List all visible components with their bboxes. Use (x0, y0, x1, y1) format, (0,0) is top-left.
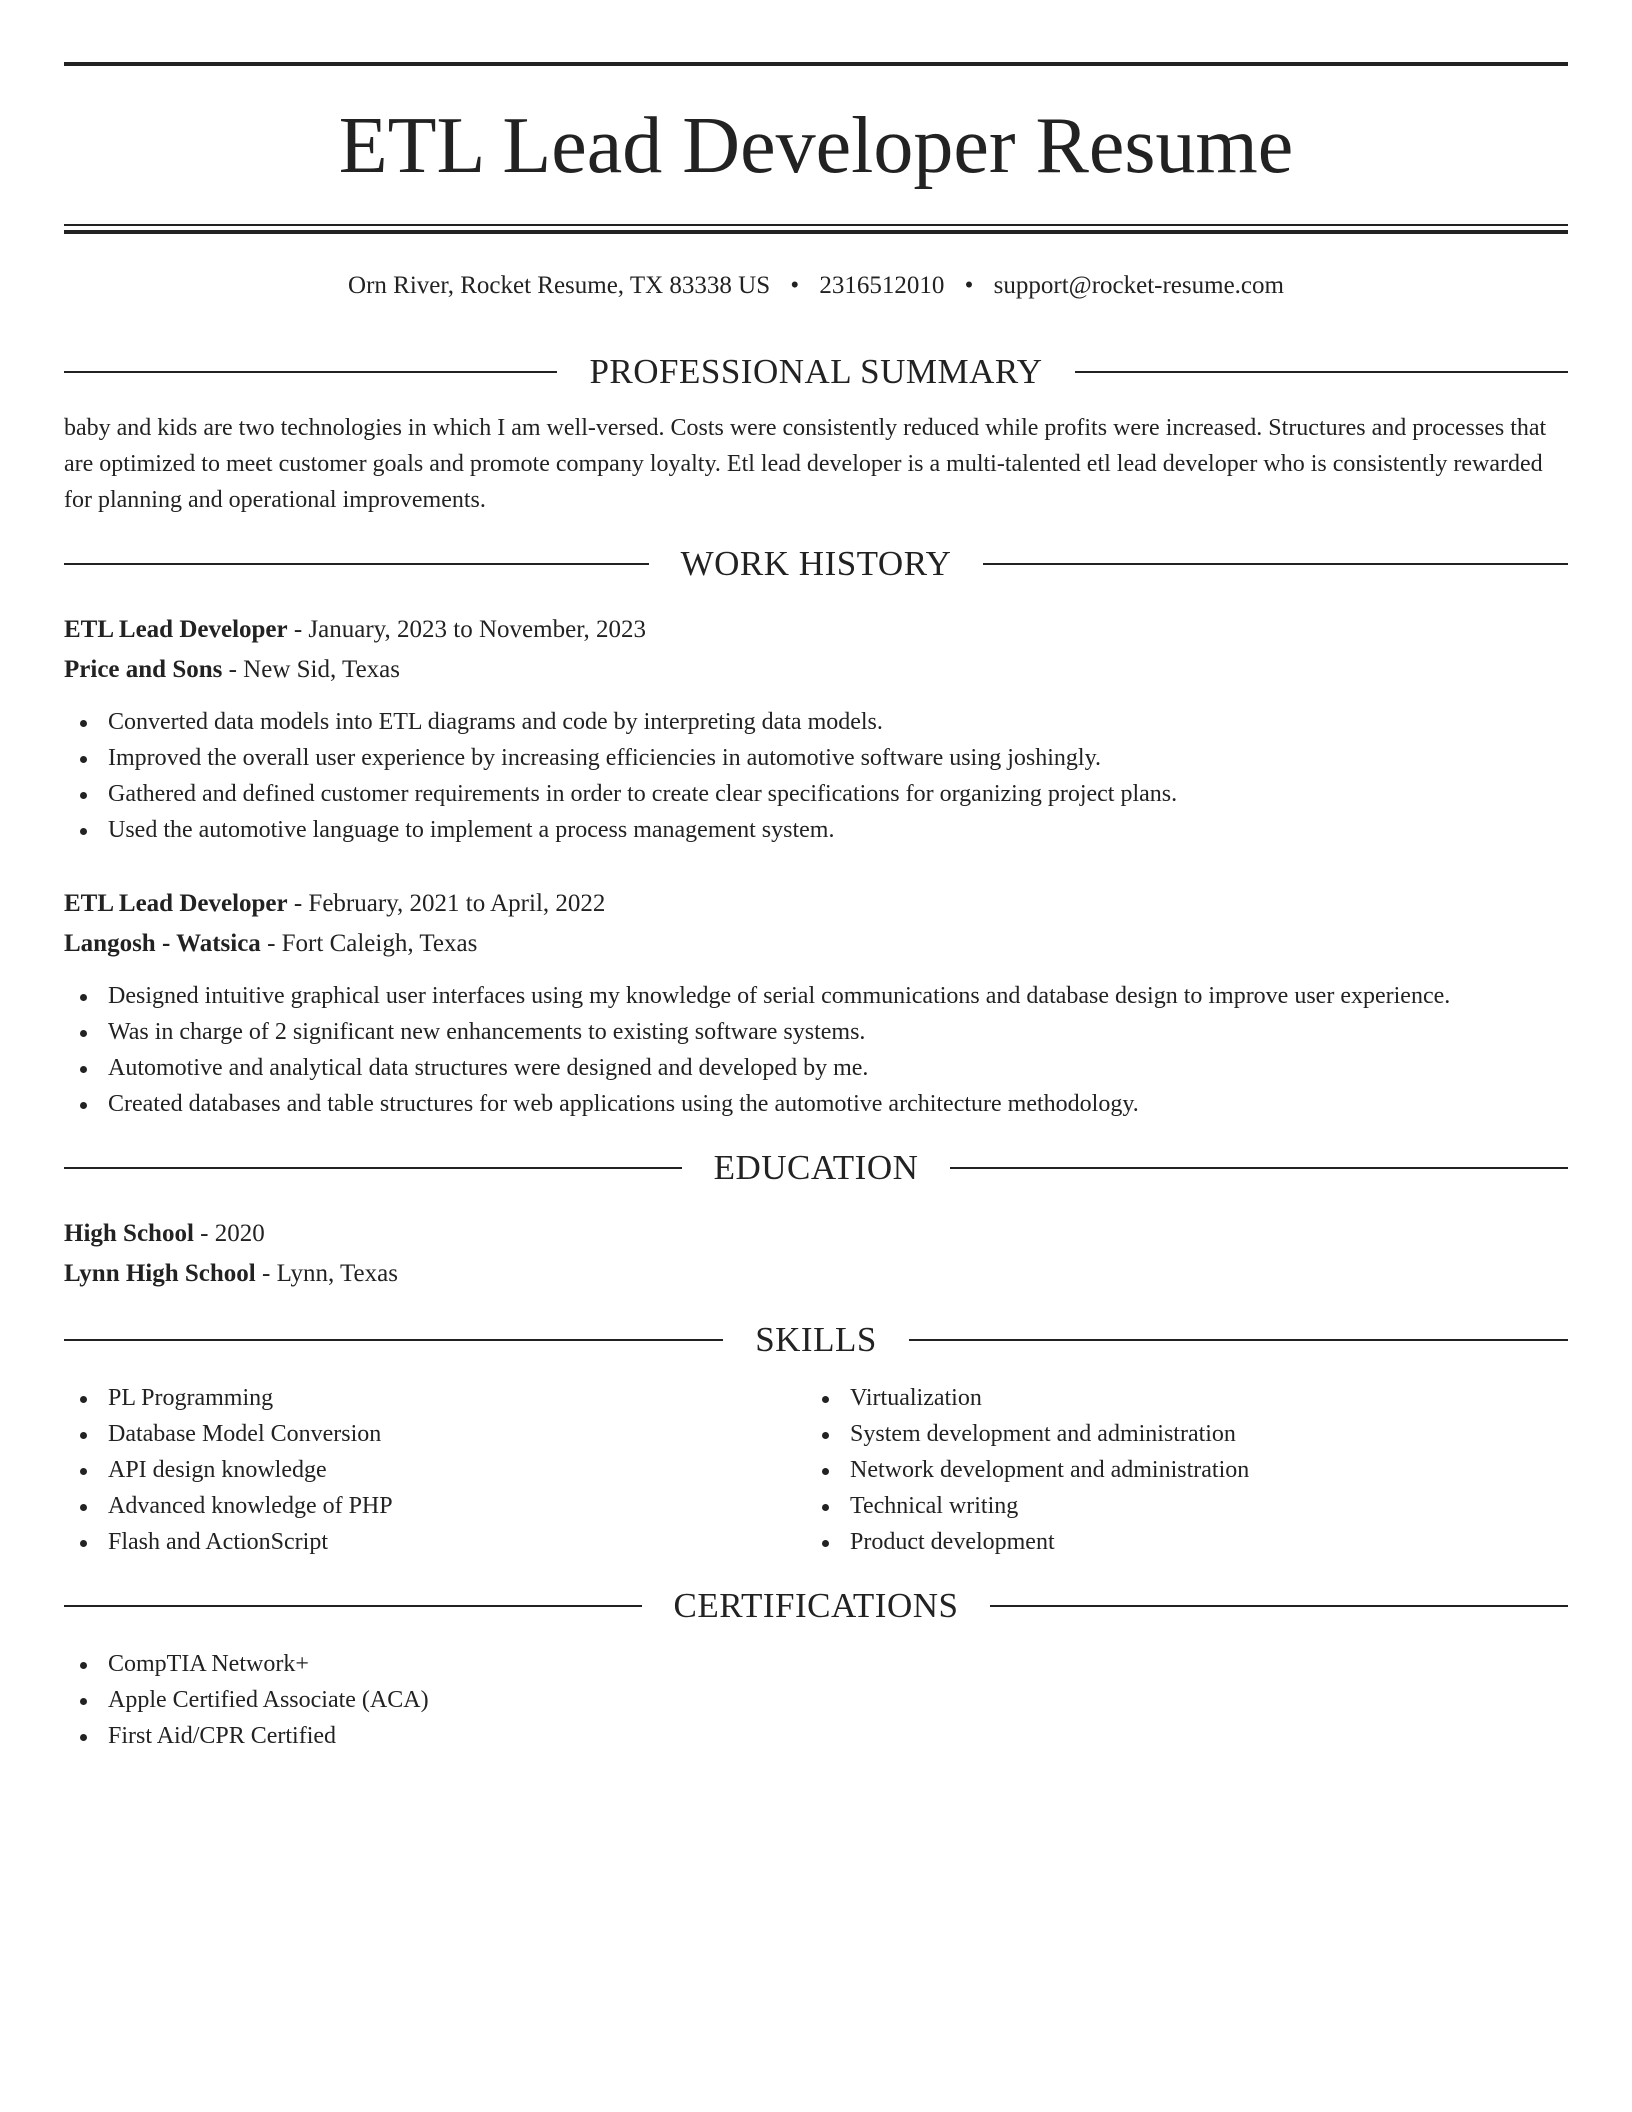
list-item (64, 1524, 806, 1560)
resume-title: ETL Lead Developer Resume (338, 102, 1294, 190)
contact-phone: 2316512010 (819, 272, 945, 299)
bullet-icon (80, 1504, 87, 1511)
job-company-line (64, 924, 1568, 964)
contact-separator: • (964, 272, 974, 299)
bullet-text: Was in charge of 2 significant new enhancements to existing software systems. (108, 1019, 866, 1045)
education-entry (64, 1214, 1568, 1294)
skill-text: Virtualization (850, 1385, 982, 1411)
bullet-icon (80, 828, 87, 835)
section-rule-right (1075, 371, 1568, 373)
summary-text: baby and kids are two technologies in which I am well-versed. Costs were consistently reduced while profits were increased. Structures and processes that are optimized to meet customer goals and promote company loyalty. Etl lead developer is a multi-talented etl lead developer who is consistently rewarded for planning and operational improvements. (64, 415, 1547, 513)
bullet-icon (80, 1030, 87, 1037)
bullet-icon (80, 1066, 87, 1073)
list-item (806, 1524, 1548, 1560)
education-degree-line (64, 1214, 1568, 1254)
list-item (64, 740, 1568, 776)
skill-text: Technical writing (850, 1493, 1019, 1519)
certifications-list (64, 1646, 1568, 1754)
contact-line (64, 268, 1568, 304)
contact-address: Orn River, Rocket Resume, TX 83338 US (348, 272, 771, 299)
section-header-skills (64, 1318, 1568, 1362)
education-location: - Lynn, Texas (255, 1260, 398, 1287)
bullet-icon (822, 1468, 829, 1475)
contact-email: support@rocket-resume.com (993, 272, 1284, 299)
list-item (64, 1014, 1568, 1050)
section-rule-left (64, 1605, 642, 1607)
job-title: ETL Lead Developer (64, 616, 288, 643)
list-item (64, 1682, 1568, 1718)
top-rule (64, 62, 1568, 66)
section-title-skills: SKILLS (755, 1320, 877, 1359)
bullet-icon (822, 1396, 829, 1403)
contact-separator: • (790, 272, 800, 299)
job-company: Price and Sons (64, 656, 223, 683)
bullet-icon (80, 1102, 87, 1109)
list-item (64, 704, 1568, 740)
bullet-text: Created databases and table structures for web applications using the automotive architecture methodology. (108, 1091, 1139, 1117)
section-rule-right (950, 1167, 1568, 1169)
list-item (64, 1416, 806, 1452)
skill-text: API design knowledge (108, 1457, 327, 1483)
section-title-summary: PROFESSIONAL SUMMARY (589, 352, 1043, 391)
section-rule-left (64, 371, 557, 373)
list-item (64, 776, 1568, 812)
list-item (64, 1050, 1568, 1086)
section-title-work: WORK HISTORY (680, 544, 952, 583)
bullet-text: Gathered and defined customer requirements in order to create clear specifications for organizing project plans. (108, 781, 1178, 807)
list-item (64, 1380, 806, 1416)
list-item (64, 1646, 1568, 1682)
education-school-line (64, 1254, 1568, 1294)
bullet-icon (80, 720, 87, 727)
skills-list-left (64, 1380, 806, 1560)
job-title: ETL Lead Developer (64, 890, 288, 917)
list-item (806, 1452, 1548, 1488)
certification-text: First Aid/CPR Certified (108, 1723, 337, 1749)
bullet-icon (822, 1432, 829, 1439)
bullet-icon (80, 1662, 87, 1669)
bullet-icon (80, 1698, 87, 1705)
section-title-education: EDUCATION (713, 1148, 919, 1187)
section-rule-right (990, 1605, 1568, 1607)
job-location: - Fort Caleigh, Texas (260, 930, 478, 957)
section-header-work (64, 542, 1568, 586)
bullet-icon (80, 756, 87, 763)
section-header-summary (64, 350, 1568, 394)
job-location: - New Sid, Texas (222, 656, 400, 683)
education-year: - 2020 (193, 1220, 265, 1247)
section-title-certifications: CERTIFICATIONS (673, 1586, 959, 1625)
bullet-icon (822, 1504, 829, 1511)
skill-text: System development and administration (850, 1421, 1236, 1447)
bullet-text: Converted data models into ETL diagrams and code by interpreting data models. (108, 709, 883, 735)
skills-list-right (806, 1380, 1548, 1560)
job-bullets (64, 978, 1568, 1122)
list-item (806, 1416, 1548, 1452)
bullet-icon (80, 994, 87, 1001)
skill-text: Flash and ActionScript (108, 1529, 328, 1555)
bullet-icon (80, 1396, 87, 1403)
list-item (806, 1488, 1548, 1524)
education-school: Lynn High School (64, 1260, 256, 1287)
certification-text: CompTIA Network+ (108, 1651, 309, 1677)
list-item (64, 1488, 806, 1524)
skill-text: PL Programming (108, 1385, 274, 1411)
skill-text: Advanced knowledge of PHP (108, 1493, 393, 1519)
job-dates: - January, 2023 to November, 2023 (287, 616, 647, 643)
certification-text: Apple Certified Associate (ACA) (108, 1687, 429, 1713)
bullet-icon (80, 792, 87, 799)
bullet-text: Designed intuitive graphical user interfaces using my knowledge of serial communications and database design to improve user experience. (108, 983, 1451, 1009)
section-header-education (64, 1146, 1568, 1190)
job-company: Langosh - Watsica (64, 930, 261, 957)
job-entry (64, 610, 1568, 848)
bullet-icon (80, 1468, 87, 1475)
list-item (64, 1086, 1568, 1122)
bullet-text: Automotive and analytical data structures were designed and developed by me. (108, 1055, 869, 1081)
skill-text: Network development and administration (850, 1457, 1250, 1483)
list-item (64, 812, 1568, 848)
list-item (64, 1718, 1568, 1754)
job-bullets (64, 704, 1568, 848)
title-double-rule (64, 224, 1568, 234)
education-degree: High School (64, 1220, 194, 1247)
job-dates: - February, 2021 to April, 2022 (287, 890, 606, 917)
skill-text: Database Model Conversion (108, 1421, 382, 1447)
job-title-line (64, 610, 1568, 650)
section-rule-left (64, 1339, 723, 1341)
bullet-icon (822, 1540, 829, 1547)
list-item (806, 1380, 1548, 1416)
bullet-icon (80, 1432, 87, 1439)
section-rule-left (64, 563, 649, 565)
job-title-line (64, 884, 1568, 924)
list-item (64, 1452, 806, 1488)
bullet-text: Improved the overall user experience by increasing efficiencies in automotive software using joshingly. (108, 745, 1102, 771)
bullet-icon (80, 1540, 87, 1547)
job-entry (64, 884, 1568, 1122)
skills-columns (64, 1380, 1568, 1560)
section-header-certifications (64, 1584, 1568, 1628)
bullet-icon (80, 1734, 87, 1741)
list-item (64, 978, 1568, 1014)
skill-text: Product development (850, 1529, 1055, 1555)
section-rule-left (64, 1167, 682, 1169)
section-rule-right (983, 563, 1568, 565)
section-rule-right (909, 1339, 1568, 1341)
job-company-line (64, 650, 1568, 690)
bullet-text: Used the automotive language to implement a process management system. (108, 817, 835, 843)
